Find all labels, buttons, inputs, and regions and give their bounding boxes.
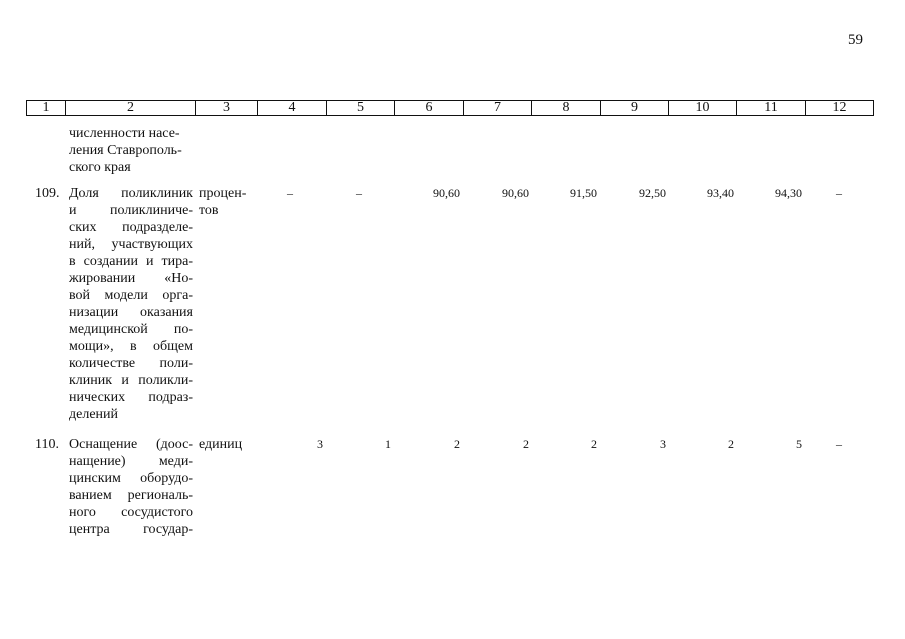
column-header-11: 11 (737, 101, 806, 115)
value-col-11: 94,30 (775, 186, 802, 200)
indicator-line: нащение) меди- (69, 454, 193, 469)
value-col-4: 3 (317, 437, 323, 451)
row-number: 110. (35, 437, 59, 452)
continuation-line: ления Ставрополь- (69, 143, 182, 158)
continuation-line: численности насе- (69, 126, 180, 141)
column-header-5: 5 (327, 101, 395, 115)
indicator-line: ний, участвующих (69, 237, 193, 252)
column-header-7: 7 (464, 101, 532, 115)
value-col-10: 93,40 (707, 186, 734, 200)
column-header-4: 4 (258, 101, 327, 115)
column-header-2: 2 (66, 101, 196, 115)
indicator-line: ских подразделе- (69, 220, 193, 235)
column-header-1: 1 (27, 101, 66, 115)
unit-line: тов (199, 203, 219, 218)
continuation-line: ского края (69, 160, 131, 175)
value-col-7: 90,60 (502, 186, 529, 200)
value-col-9: 92,50 (639, 186, 666, 200)
column-header-12: 12 (832, 100, 847, 115)
indicator-line: Доля поликлиник (69, 186, 193, 201)
value-col-6: 90,60 (433, 186, 460, 200)
value-col-7: 2 (523, 437, 529, 451)
indicator-line: цинским оборудо- (69, 471, 193, 486)
indicator-line: Оснащение (доос- (69, 437, 193, 452)
indicator-line: клиник и поликли- (69, 373, 193, 388)
indicator-line: в создании и тира- (69, 254, 193, 269)
page-number: 59 (848, 32, 863, 48)
indicator-line: нических подраз- (69, 390, 193, 405)
value-col-12: – (836, 437, 842, 451)
column-header-8: 8 (532, 101, 601, 115)
indicator-line: ванием региональ- (69, 488, 193, 503)
indicator-line: и поликлиниче- (69, 203, 193, 218)
indicator-line: жировании «Но- (69, 271, 193, 286)
row-number: 109. (35, 186, 60, 201)
indicator-line: количестве поли- (69, 356, 193, 371)
column-header-3: 3 (196, 101, 258, 115)
column-header-9: 9 (601, 101, 669, 115)
value-col-11: 5 (796, 437, 802, 451)
value-col-5: 1 (385, 437, 391, 451)
indicator-line: низации оказания (69, 305, 193, 320)
indicator-line: вой модели орга- (69, 288, 193, 303)
value-col-5: – (356, 186, 362, 200)
indicator-line: центра государ- (69, 522, 193, 537)
indicator-line: делений (69, 407, 119, 422)
value-col-10: 2 (728, 437, 734, 451)
value-col-6: 2 (454, 437, 460, 451)
indicator-line: медицинской по- (69, 322, 193, 337)
value-col-12: – (836, 186, 842, 200)
value-col-4: – (287, 186, 293, 200)
unit-line: процен- (199, 186, 247, 201)
table-header-row (26, 100, 874, 116)
indicator-line: ного сосудистого (69, 505, 193, 520)
value-col-8: 91,50 (570, 186, 597, 200)
value-col-8: 2 (591, 437, 597, 451)
value-col-9: 3 (660, 437, 666, 451)
column-header-10: 10 (669, 101, 737, 115)
indicator-line: мощи», в общем (69, 339, 193, 354)
unit-line: единиц (199, 437, 243, 452)
column-header-6: 6 (395, 101, 464, 115)
